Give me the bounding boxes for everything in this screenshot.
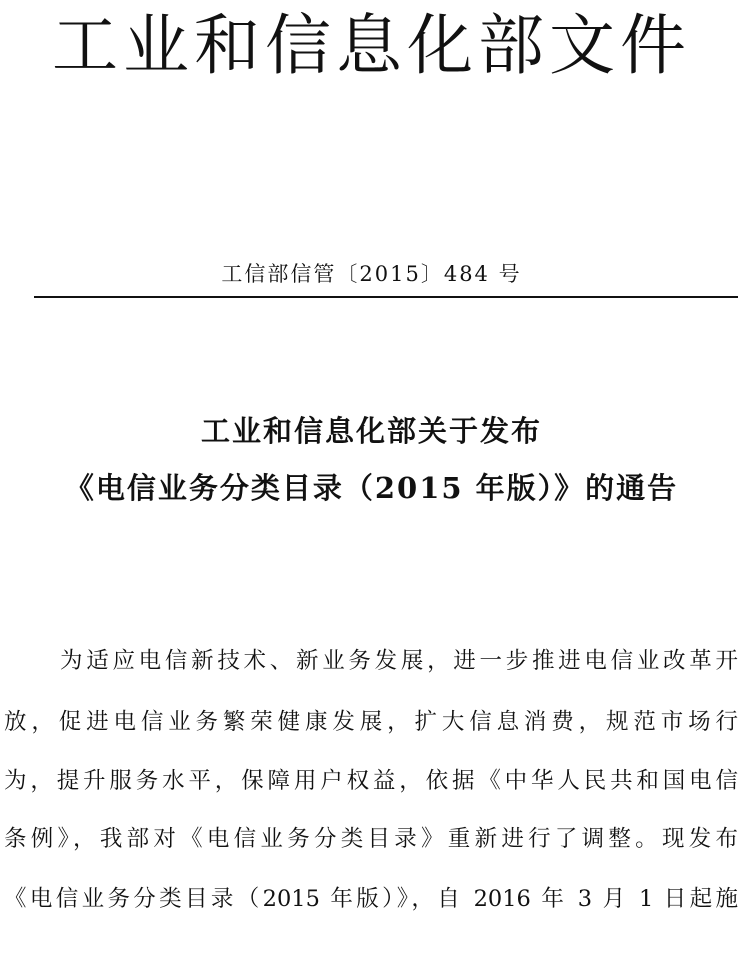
notice-title-line-1: 工业和信息化部关于发布 [200, 414, 542, 448]
body-text-line-5: 《电信业务分类目录（2015 年版）》，自 2016 年 3 月 1 日起施 [4, 886, 738, 912]
document-number: 工信部信管〔2015〕484 号 [221, 262, 522, 286]
header-divider [34, 296, 738, 298]
body-text-line-3: 为，提升服务水平，保障用户权益，依据《中华人民共和国电信 [4, 768, 738, 794]
body-text-line-2: 放，促进电信业务繁荣健康发展，扩大信息消费，规范市场行 [4, 709, 738, 735]
body-text-line-1: 为适应电信新技术、新业务发展，进一步推进电信业改革开 [60, 648, 738, 674]
masthead-title: 工业和信息化部文件 [52, 7, 691, 84]
notice-title-line-2: 《电信业务分类目录（2015 年版）》的通告 [64, 471, 679, 505]
body-text-line-4: 条例》，我部对《电信业务分类目录》重新进行了调整。现发布 [4, 826, 738, 852]
